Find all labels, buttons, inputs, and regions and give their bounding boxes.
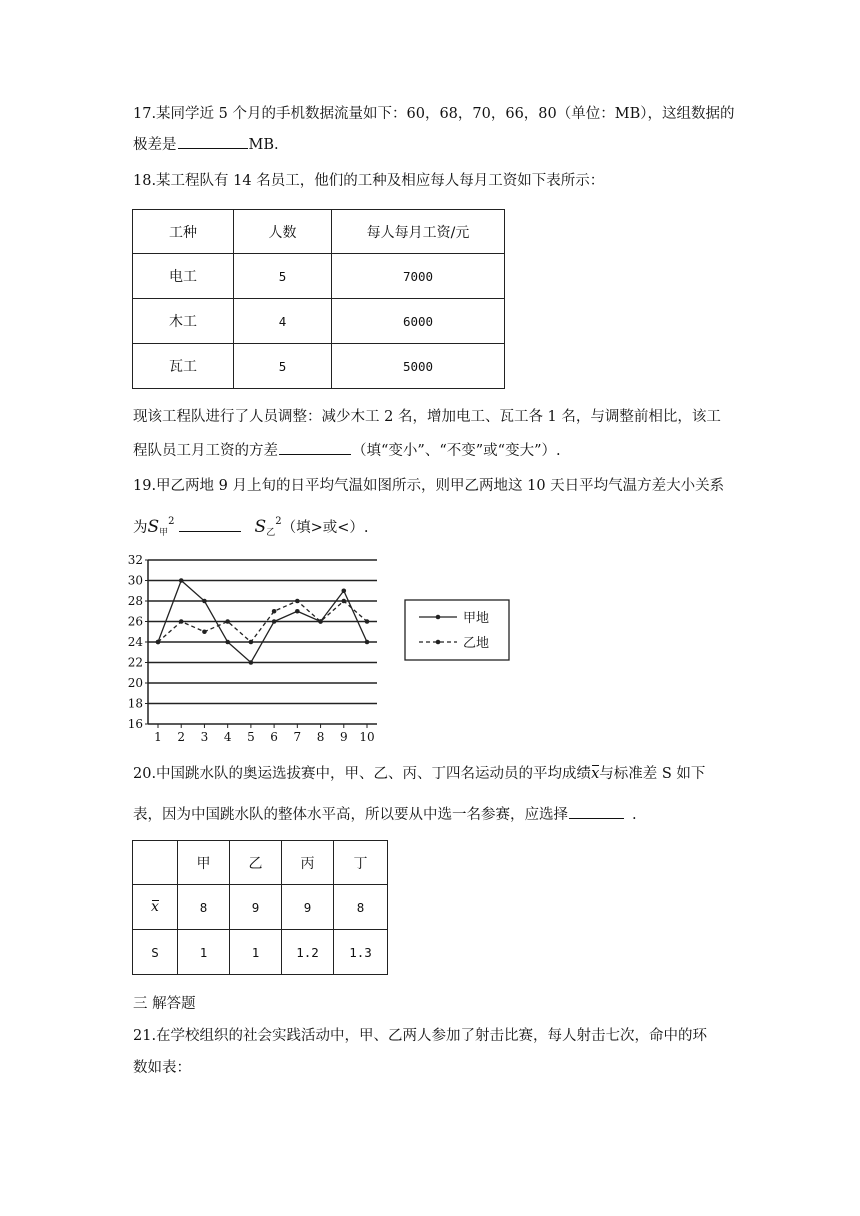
x-tick-labels — [154, 730, 374, 744]
x-tick-label: 7 — [293, 730, 302, 744]
data-point — [365, 640, 370, 645]
q18-after-line2-pre: 程队员工月工资的方差 — [133, 443, 278, 459]
data-point — [249, 640, 254, 645]
athlete-table-header — [133, 841, 388, 885]
data-point — [365, 619, 370, 624]
q20-line1-post: 与标准差 S 如下 — [599, 766, 706, 782]
q20-line1-pre: 20.中国跳水队的奥运选拔赛中，甲、乙、丙、丁四名运动员的平均成绩 — [133, 766, 592, 782]
y-tick-label: 22 — [127, 655, 143, 670]
q20-line1 — [133, 764, 705, 784]
legend-swatch-marker — [436, 640, 441, 645]
y-tick-label: 18 — [127, 696, 143, 711]
table-cell: 5000 — [332, 344, 505, 389]
q17-line2-pre: 极差是 — [133, 137, 177, 153]
q19-line2-post: （填>或<）. — [281, 520, 369, 536]
table-row — [133, 930, 388, 975]
wage-table-header-cell: 工种 — [133, 210, 234, 254]
table-cell: 丙 — [282, 841, 334, 885]
data-point — [318, 619, 323, 624]
x-tick-label: 5 — [247, 730, 255, 744]
table-cell: 9 — [282, 885, 334, 930]
table-cell: 9 — [230, 885, 282, 930]
y-tick-label: 26 — [127, 614, 143, 629]
sub-jia: 甲 — [159, 528, 169, 538]
data-point — [295, 609, 300, 614]
q19-line2 — [133, 512, 369, 543]
table-cell: 5 — [234, 344, 332, 389]
x-bar-symbol: x — [151, 899, 159, 915]
table-cell: 4 — [234, 299, 332, 344]
x-tick-label: 1 — [154, 730, 162, 744]
legend-swatch-marker — [436, 615, 441, 620]
data-point — [249, 660, 254, 665]
table-row — [133, 299, 505, 344]
q18-after-line2-post: （填“变小”、“不变”或“变大”）. — [352, 443, 561, 459]
q21-line1: 21.在学校组织的社会实践活动中，甲、乙两人参加了射击比赛，每人射击七次，命中的环 — [133, 1028, 708, 1044]
data-point — [202, 599, 207, 604]
wage-table-header — [133, 210, 505, 254]
table-cell: 1 — [178, 930, 230, 975]
q17-answer-blank — [178, 134, 248, 149]
s-symbol: S — [147, 517, 160, 537]
data-point — [272, 619, 277, 624]
q20-line2 — [133, 804, 637, 825]
table-cell — [133, 885, 178, 930]
data-point — [295, 599, 300, 604]
table-cell: 1 — [230, 930, 282, 975]
y-tick-label: 28 — [127, 594, 143, 608]
q20-answer-blank — [569, 804, 624, 819]
table-cell: 1.2 — [282, 930, 334, 975]
q21-line2: 数如表： — [133, 1060, 191, 1076]
legend-label: 乙地 — [463, 636, 490, 651]
x-bar-symbol: x — [591, 766, 600, 782]
data-point — [341, 599, 346, 604]
q17-line2-post: MB. — [248, 137, 279, 153]
wage-table-header-cell: 人数 — [234, 210, 332, 254]
sub-yi: 乙 — [266, 528, 276, 538]
table-cell: 8 — [334, 885, 388, 930]
y-tick-labels — [128, 553, 144, 731]
table-cell: 5 — [234, 254, 332, 299]
x-tick-label: 4 — [223, 730, 232, 744]
table-cell: 木工 — [133, 299, 234, 344]
data-point — [179, 578, 184, 583]
data-point — [225, 640, 230, 645]
y-tick-label: 32 — [127, 553, 143, 567]
y-tick-label: 30 — [127, 573, 143, 588]
x-tick-label: 2 — [177, 730, 186, 744]
x-tick-label: 10 — [359, 730, 375, 744]
s-symbol: S — [254, 517, 267, 537]
table-cell: 甲 — [178, 841, 230, 885]
table-cell: 6000 — [332, 299, 505, 344]
table-cell: 电工 — [133, 254, 234, 299]
q19-line2-pre: 为 — [133, 520, 148, 536]
q19-answer-blank — [179, 517, 241, 532]
table-cell — [133, 841, 178, 885]
table-cell: 丁 — [334, 841, 388, 885]
sup-2: 2 — [275, 516, 282, 527]
data-point — [156, 640, 161, 645]
chart-legend — [405, 600, 509, 660]
table-row — [133, 344, 505, 389]
athlete-table — [132, 840, 388, 975]
x-tick-label: 9 — [339, 730, 348, 744]
sup-2: 2 — [168, 516, 175, 527]
wage-table-header-cell: 每人每月工资/元 — [332, 210, 505, 254]
q20-line2-pre: 表，因为中国跳水队的整体水平高，所以要从中选一名参赛，应选择 — [133, 807, 568, 823]
x-tick-label: 3 — [200, 730, 209, 744]
table-row — [133, 885, 388, 930]
q19-line1: 19.甲乙两地 9 月上旬的日平均气温如图所示，则甲乙两地这 10 天日平均气温方差大小关系 — [133, 478, 725, 494]
data-point — [341, 588, 346, 593]
data-point — [272, 609, 277, 614]
legend-label: 甲地 — [463, 611, 490, 626]
data-point — [179, 619, 184, 624]
temperature-line-chart — [120, 548, 540, 748]
q18-after-line2 — [133, 440, 561, 461]
y-tick-label: 20 — [127, 676, 143, 690]
data-point — [202, 629, 207, 634]
table-cell: 瓦工 — [133, 344, 234, 389]
table-cell: S — [133, 930, 178, 975]
table-cell: 8 — [178, 885, 230, 930]
q20-line2-post: . — [632, 807, 637, 823]
x-tick-label: 8 — [316, 730, 325, 744]
table-row — [133, 254, 505, 299]
q18-answer-blank — [279, 440, 351, 455]
q18-after-line1: 现该工程队进行了人员调整：减少木工 2 名，增加电工、瓦工各 1 名，与调整前相比，该工 — [133, 409, 721, 425]
x-tick-label: 6 — [270, 730, 278, 744]
q18-intro: 18.某工程队有 14 名员工，他们的工种及相应每人每月工资如下表所示： — [133, 173, 605, 189]
q17-line1: 17.某同学近 5 个月的手机数据流量如下：60，68，70，66，80（单位：MB），这组数据的 — [133, 106, 735, 122]
wage-table — [132, 209, 505, 389]
table-cell: 1.3 — [334, 930, 388, 975]
y-tick-label: 24 — [127, 635, 143, 649]
table-cell: 乙 — [230, 841, 282, 885]
q17-line2 — [133, 134, 279, 155]
y-tick-label: 16 — [127, 717, 143, 731]
data-point — [225, 619, 230, 624]
table-cell: 7000 — [332, 254, 505, 299]
legend-box — [405, 600, 509, 660]
section-title: 三 解答题 — [133, 996, 196, 1012]
